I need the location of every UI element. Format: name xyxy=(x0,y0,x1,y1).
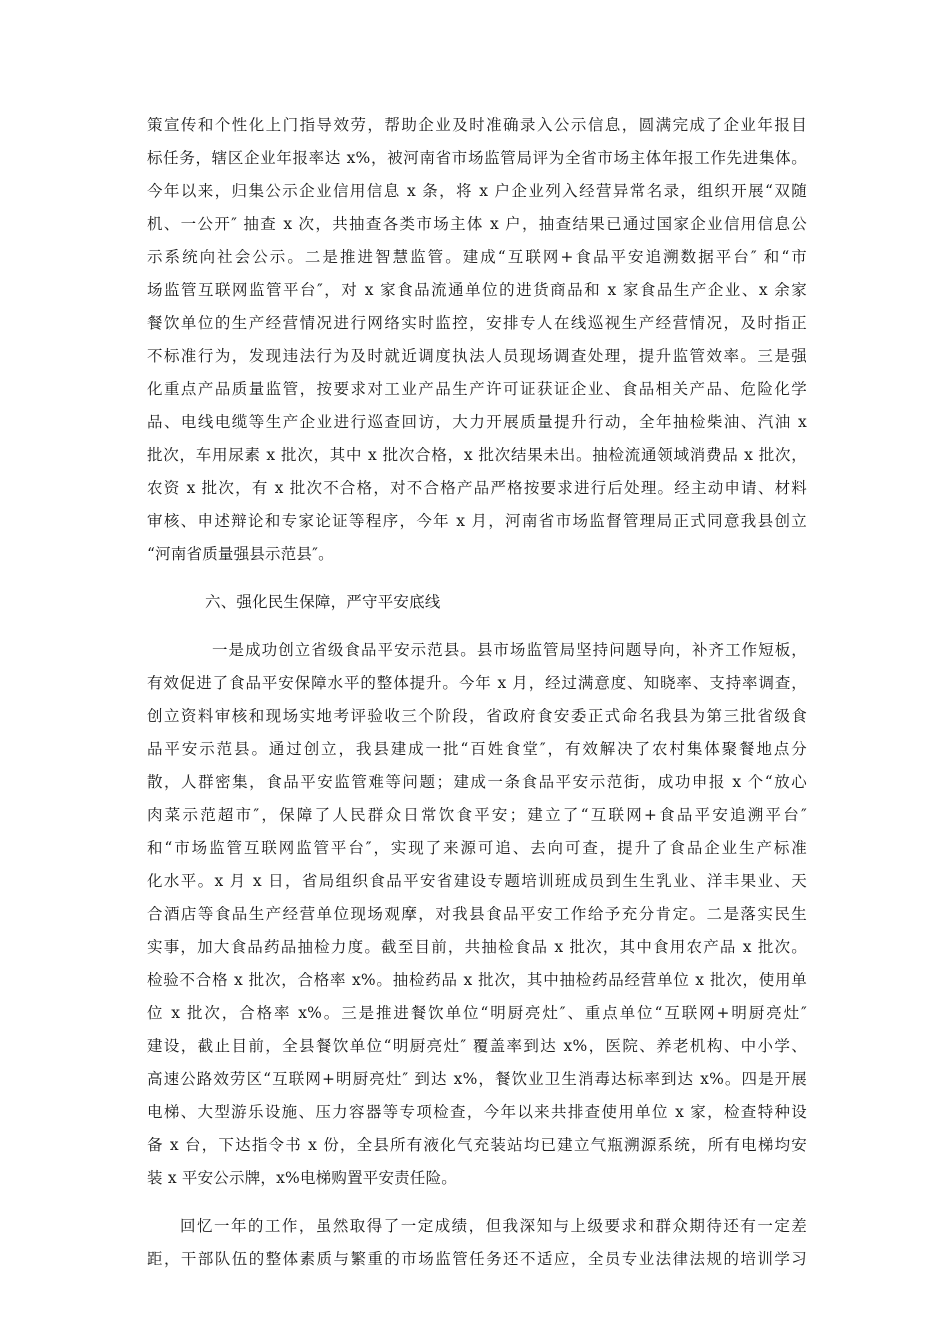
paragraph-2-line: 建设，截止目前，全县餐饮单位“明厨亮灶″ 覆盖率到达 x%，医院、养老机构、中小学、 xyxy=(147,1037,807,1055)
paragraph-2-line: 装 x 平安公示牌，x%电梯购置平安责任险。 xyxy=(147,1169,457,1187)
paragraph-2-line: 创立资料审核和现场实地考评验收三个阶段，省政府食安委正式命名我县为第三批省级食 xyxy=(147,707,807,725)
paragraph-1-line: 批次，车用尿素 x 批次，其中 x 批次合格，x 批次结果未出。抽检流通领域消费品 x 批次， xyxy=(147,446,807,464)
paragraph-1-line: “河南省质量强县示范县″。 xyxy=(147,545,334,563)
paragraph-2-line: 和“市场监管互联网监管平台″，实现了来源可追、去向可查，提升了食品企业生产标准 xyxy=(147,839,807,857)
paragraph-1-line: 策宣传和个性化上门指导效劳，帮助企业及时准确录入公示信息，圆满完成了企业年报目 xyxy=(147,116,807,134)
paragraph-2-line: 电梯、大型游乐设施、压力容器等专项检查，今年以来共排查使用单位 x 家，检查特种设 xyxy=(147,1103,807,1121)
paragraph-2-line: 高速公路效劳区“互联网+明厨亮灶″ 到达 x%，餐饮业卫生消毒达标率到达 x%。四是开展 xyxy=(147,1070,807,1088)
paragraph-1-line: 场监管互联网监管平台″，对 x 家食品流通单位的进货商品和 x 家食品生产企业、x 余家 xyxy=(147,281,807,299)
paragraph-1-line: 化重点产品质量监管，按要求对工业产品生产许可证获证企业、食品相关产品、危险化学 xyxy=(147,380,807,398)
section-heading: 六、强化民生保障，严守平安底线 xyxy=(205,593,441,611)
paragraph-2-line: 实事，加大食品药品抽检力度。截至目前，共抽检食品 x 批次，其中食用农产品 x 批次。 xyxy=(147,938,807,956)
paragraph-1-line: 标任务，辖区企业年报率达 x%，被河南省市场监管局评为全省市场主体年报工作先进集体。 xyxy=(147,149,807,167)
paragraph-1-line: 示系统向社会公示。二是推进智慧监管。建成“互联网+食品平安追溯数据平台″ 和“市 xyxy=(147,248,807,266)
paragraph-2-line: 化水平。x 月 x 日，省局组织食品平安省建设专题培训班成员到生生乳业、洋丰果业、天 xyxy=(147,872,807,890)
paragraph-3-line: 回忆一年的工作，虽然取得了一定成绩，但我深知与上级要求和群众期待还有一定差 xyxy=(180,1217,807,1235)
paragraph-1-line: 不标准行为，发现违法行为及时就近调度执法人员现场调查处理，提升监管效率。三是强 xyxy=(147,347,807,365)
paragraph-1-line: 餐饮单位的生产经营情况进行网络实时监控，安排专人在线巡视生产经营情况，及时指正 xyxy=(147,314,807,332)
paragraph-1-line: 农资 x 批次，有 x 批次不合格，对不合格产品严格按要求进行后处理。经主动申请、材料 xyxy=(147,479,807,497)
paragraph-2-line: 肉菜示范超市″，保障了人民群众日常饮食平安；建立了“互联网+食品平安追溯平台″ xyxy=(147,806,807,824)
paragraph-2-line: 检验不合格 x 批次，合格率 x%。抽检药品 x 批次，其中抽检药品经营单位 x 批次，使用单 xyxy=(147,971,807,989)
paragraph-2-line: 位 x 批次，合格率 x%。三是推进餐饮单位“明厨亮灶″、重点单位“互联网+明厨亮灶″ xyxy=(147,1004,807,1022)
paragraph-3-line: 距，干部队伍的整体素质与繁重的市场监管任务还不适应，全员专业法律法规的培训学习 xyxy=(147,1250,807,1268)
paragraph-2-line: 散，人群密集，食品平安监管难等问题；建成一条食品平安示范街，成功申报 x 个“放心 xyxy=(147,773,807,791)
paragraph-2-line: 品平安示范县。通过创立，我县建成一批“百姓食堂″，有效解决了农村集体聚餐地点分 xyxy=(147,740,807,758)
paragraph-1-line: 品、电线电缆等生产企业进行巡查回访，大力开展质量提升行动，全年抽检柴油、汽油 x xyxy=(147,413,807,431)
paragraph-2-line: 合酒店等食品生产经营单位现场观摩，对我县食品平安工作给予充分肯定。二是落实民生 xyxy=(147,905,807,923)
paragraph-1-line: 审核、申述辩论和专家论证等程序，今年 x 月，河南省市场监督管理局正式同意我县创立 xyxy=(147,512,807,530)
paragraph-2-line: 有效促进了食品平安保障水平的整体提升。今年 x 月，经过满意度、知晓率、支持率调查， xyxy=(147,674,807,692)
paragraph-2-line: 备 x 台，下达指令书 x 份，全县所有液化气充装站均已建立气瓶溯源系统，所有电梯均安 xyxy=(147,1136,807,1154)
paragraph-1-line: 今年以来，归集公示企业信用信息 x 条，将 x 户企业列入经营异常名录，组织开展“双随 xyxy=(147,182,807,200)
paragraph-1-line: 机、一公开″ 抽查 x 次，共抽查各类市场主体 x 户，抽查结果已通过国家企业信用信息公 xyxy=(147,215,807,233)
paragraph-2-line: 一是成功创立省级食品平安示范县。县市场监管局坚持问题导向，补齐工作短板， xyxy=(212,641,807,659)
